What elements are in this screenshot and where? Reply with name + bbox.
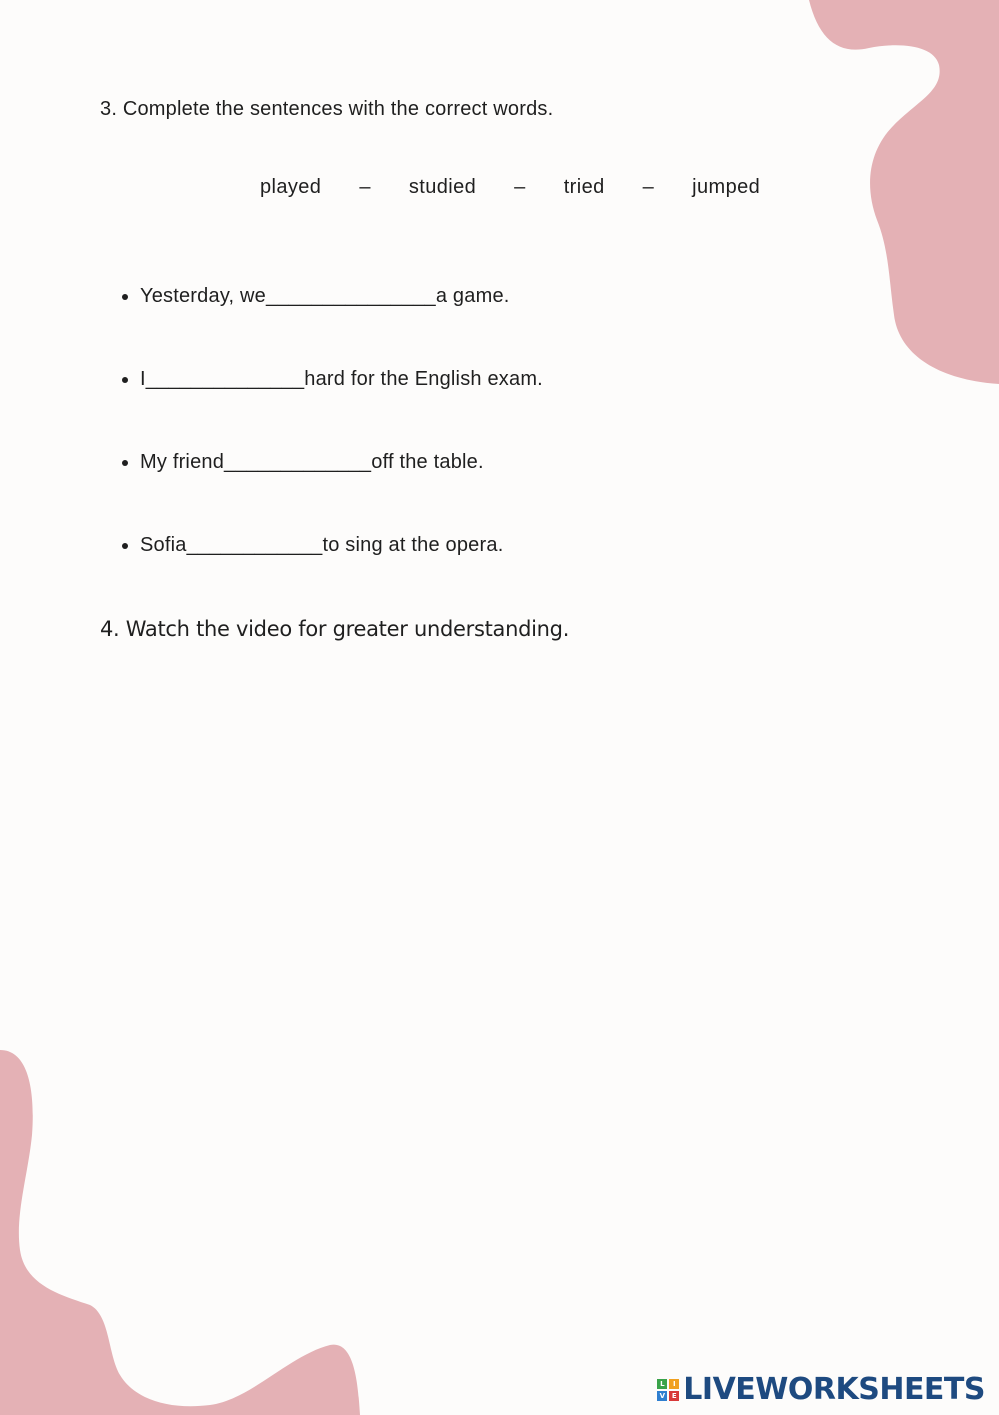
sentence-text: Sofia____________to sing at the opera.	[140, 534, 504, 556]
word-bank-separator: –	[514, 176, 526, 198]
fill-in-sentence	[122, 285, 510, 308]
fill-in-sentence	[122, 368, 543, 391]
liveworksheets-logo[interactable]	[657, 1372, 985, 1407]
logo-text: LIVEWORKSHEETS	[683, 1372, 985, 1407]
sentence-text: My friend_____________off the table.	[140, 451, 484, 473]
word-bank-item: played	[260, 176, 322, 198]
word-bank-item: studied	[408, 176, 477, 198]
question-3-instruction: 3. Complete the sentences with the correct words.	[100, 98, 554, 120]
fill-in-sentence	[122, 534, 503, 557]
logo-mark-icon: L I V E	[657, 1379, 679, 1401]
bullet-icon	[122, 543, 128, 549]
word-bank-item: tried	[563, 176, 605, 198]
word-bank	[260, 176, 820, 199]
bullet-icon	[122, 377, 128, 383]
fill-in-sentence	[122, 451, 484, 474]
word-bank-separator: –	[642, 176, 655, 198]
sentence-text: I______________hard for the English exam.	[140, 368, 543, 390]
word-bank-separator: –	[359, 176, 371, 198]
sentence-text: Yesterday, we_______________a game.	[140, 285, 510, 307]
word-bank-item: jumped	[692, 176, 761, 198]
bullet-icon	[122, 294, 128, 300]
question-4-instruction: 4. Watch the video for greater understanding.	[100, 617, 570, 641]
bullet-icon	[122, 460, 128, 466]
decorative-blob-bottom-left	[0, 1045, 370, 1415]
